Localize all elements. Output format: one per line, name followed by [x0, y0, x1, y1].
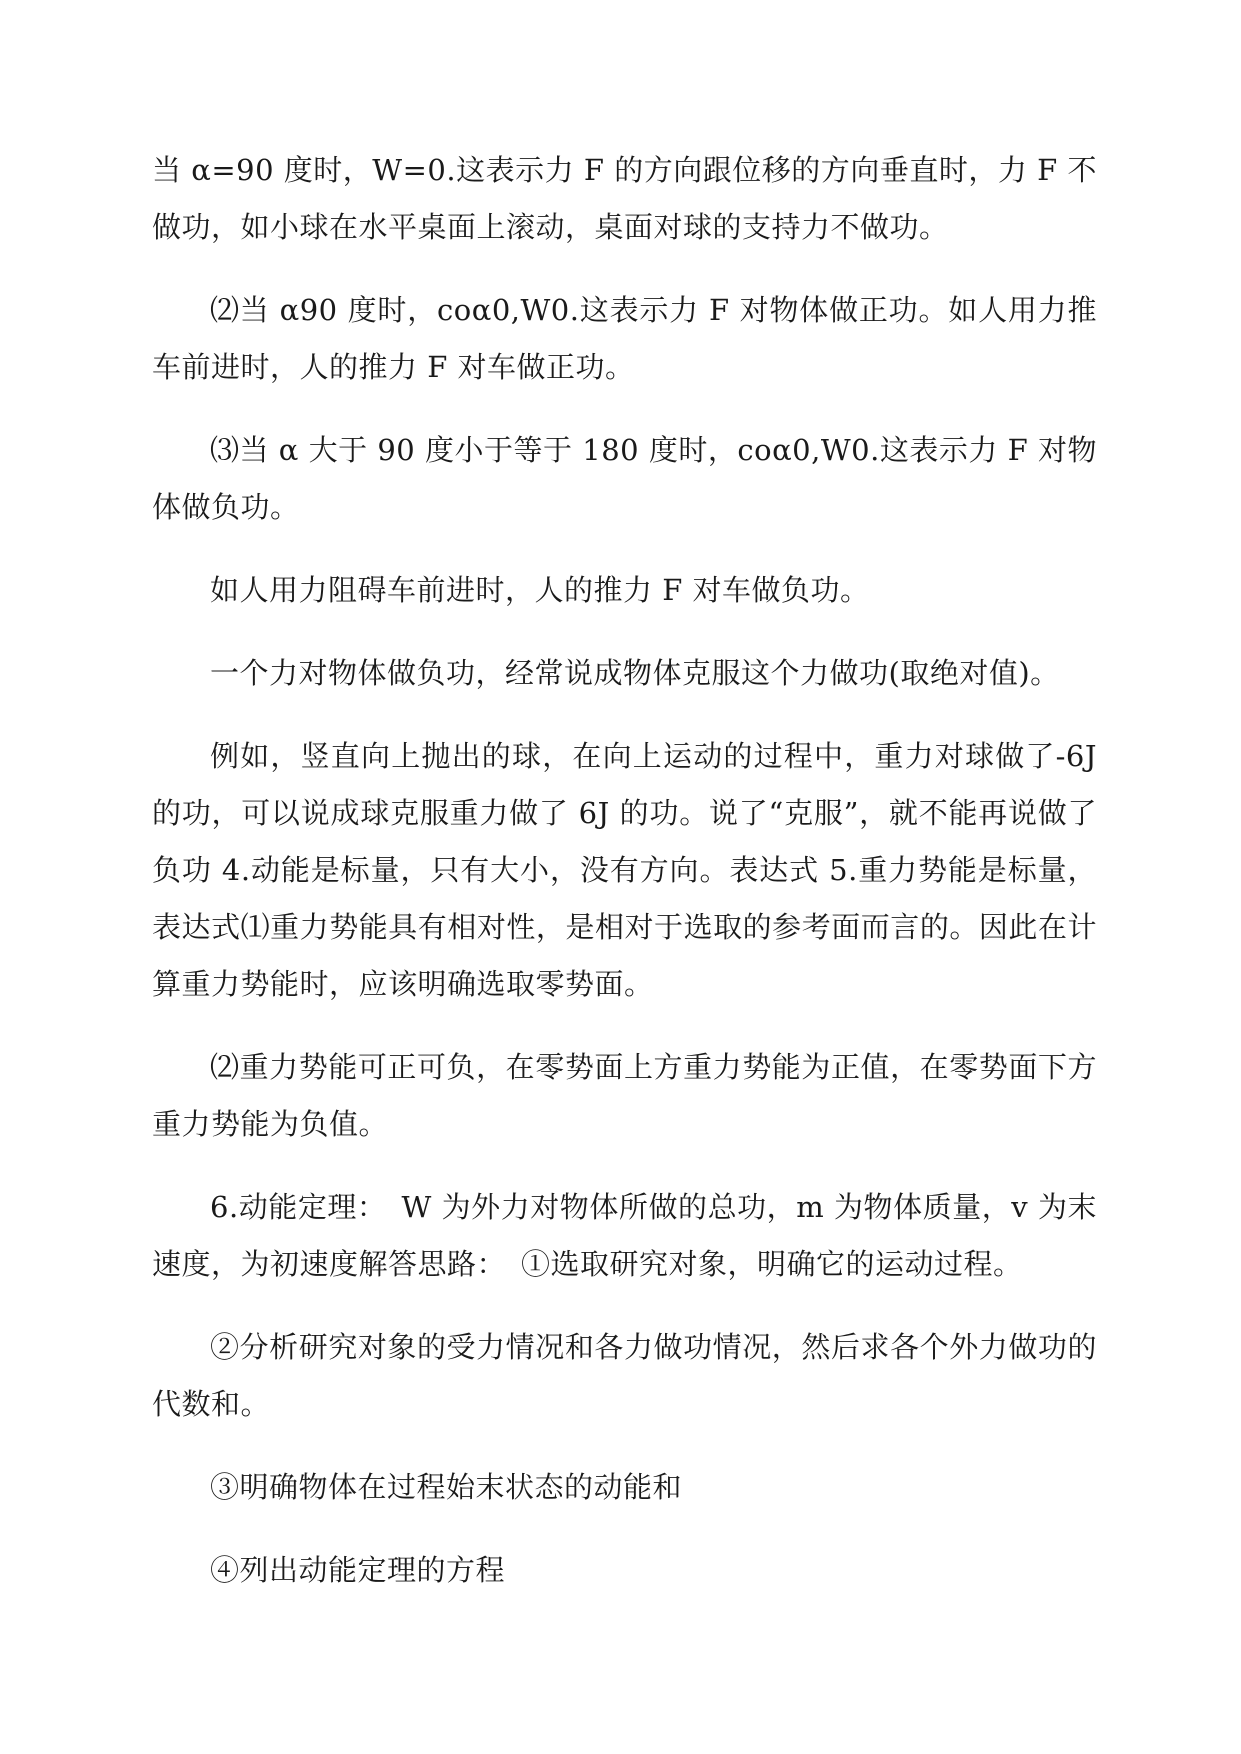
- paragraph-6: 例如，竖直向上抛出的球，在向上运动的过程中，重力对球做了-6J 的功，可以说成球克服重力做了 6J 的功。说了“克服”，就不能再说做了负功 4.动能是标量，只有大小，没有方向。表达式 5.重力势能是标量，表达式⑴重力势能具有相对性，是相对于选取的参考面而言的。因此在计算重力势能时，应该明确选取零势面。: [152, 739, 1097, 1001]
- paragraph-11: ④列出动能定理的方程: [210, 1553, 506, 1587]
- paragraph-2: ⑵当 α90 度时，coα0,W0.这表示力 F 对物体做正功。如人用力推车前进时，人的推力 F 对车做正功。: [152, 293, 1097, 384]
- paragraph-1: 当 α=90 度时，W=0.这表示力 F 的方向跟位移的方向垂直时，力 F 不做功，如小球在水平桌面上滚动，桌面对球的支持力不做功。: [152, 153, 1097, 244]
- paragraph-5: 一个力对物体做负功，经常说成物体克服这个力做功(取绝对值)。: [210, 656, 1060, 690]
- paragraph-7: ⑵重力势能可正可负，在零势面上方重力势能为正值，在零势面下方重力势能为负值。: [152, 1050, 1097, 1141]
- document-body: [152, 142, 1097, 1625]
- paragraph-3: ⑶当 α 大于 90 度小于等于 180 度时，coα0,W0.这表示力 F 对物体做负功。: [152, 433, 1097, 524]
- paragraph-10: ③明确物体在过程始末状态的动能和: [210, 1470, 683, 1504]
- paragraph-4: 如人用力阻碍车前进时，人的推力 F 对车做负功。: [210, 573, 870, 607]
- paragraph-9: ②分析研究对象的受力情况和各力做功情况，然后求各个外力做功的代数和。: [152, 1330, 1097, 1421]
- paragraph-8: 6.动能定理： W 为外力对物体所做的总功，m 为物体质量，v 为末速度，为初速度解答思路： ①选取研究对象，明确它的运动过程。: [152, 1190, 1097, 1281]
